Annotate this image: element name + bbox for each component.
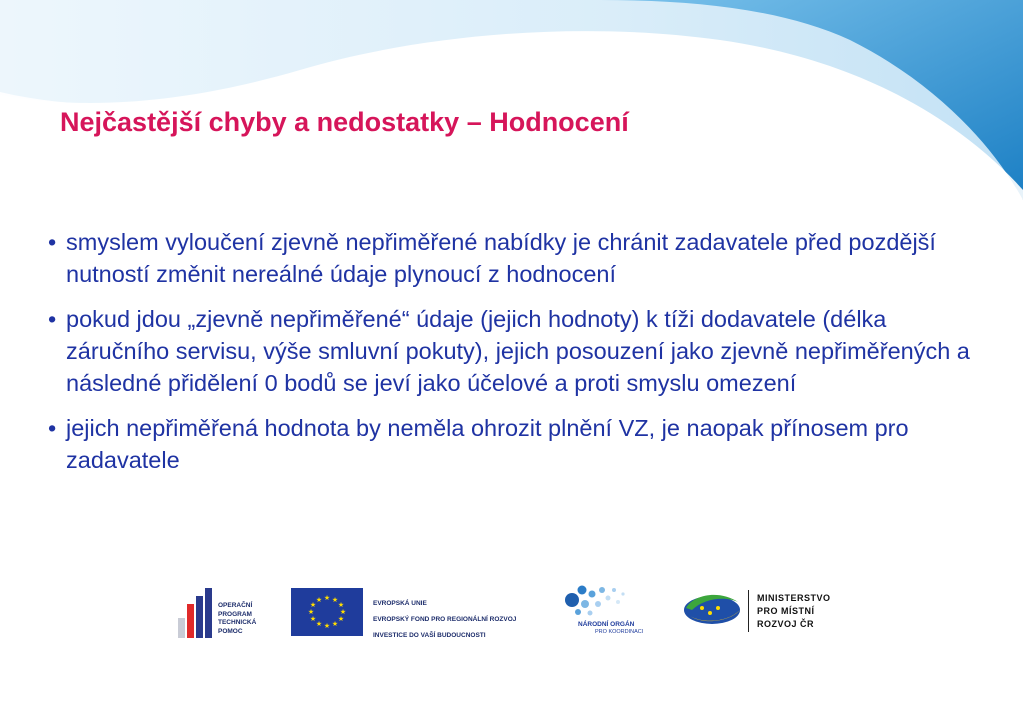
optp-bar-icon (178, 618, 185, 638)
bullet-item (46, 226, 986, 290)
svg-text:★: ★ (339, 608, 347, 616)
svg-text:★: ★ (315, 620, 323, 628)
optp-logo (178, 588, 278, 638)
narodni-organ-logo (560, 582, 650, 642)
svg-text:★: ★ (323, 594, 331, 602)
bullet-item (46, 412, 986, 476)
optp-bar-icon (205, 588, 212, 638)
optp-bar-icon (196, 596, 203, 638)
eu-flag-icon (291, 588, 363, 636)
eu-logo (291, 588, 546, 639)
svg-text:★: ★ (323, 622, 331, 630)
svg-text:★: ★ (309, 601, 317, 609)
svg-text:★: ★ (315, 596, 323, 604)
bullet-marker: • (48, 415, 57, 441)
svg-text:★: ★ (337, 601, 345, 609)
narodni-organ-name: NÁRODNÍ ORGÁN (578, 621, 635, 628)
mmr-divider (748, 590, 749, 632)
dots-logo-icon (560, 582, 650, 622)
bullet-marker: • (48, 229, 57, 255)
eu-text: EVROPSKÁ UNIE EVROPSKÝ FOND PRO REGIONÁLNÍ ROZVOJ INVESTICE DO VAŠÍ BUDOUCNOSTI (373, 600, 517, 639)
footer-logos (0, 582, 1023, 642)
slide-title: Nejčastější chyby a nedostatky – Hodnocení (60, 107, 629, 137)
optp-bar-icon (187, 604, 194, 638)
bullet-text: pokud jdou „zjevně nepřiměřené“ údaje (jejich hodnoty) k tíži dodavatele (délka záručního servisu, výše smluvní pokuty), jejich posouzení jako zjevně nepřiměřených a následné přidělení 0 bodů se jeví jako účelové a proti smyslu omezení (66, 306, 970, 396)
bullet-list (46, 226, 986, 489)
svg-text:★: ★ (331, 620, 339, 628)
mmr-logo (680, 586, 855, 636)
bullet-text: jejich nepřiměřená hodnota by neměla ohrozit plnění VZ, je naopak přínosem pro zadavatele (66, 415, 909, 473)
svg-text:★: ★ (307, 608, 315, 616)
svg-text:★: ★ (309, 615, 317, 623)
optp-text: OPERAČNÍ PROGRAM TECHNICKÁ POMOC (218, 602, 257, 635)
narodni-organ-sub: PRO KOORDINACI (595, 629, 644, 635)
bullet-item (46, 303, 986, 399)
bullet-marker: • (48, 306, 57, 332)
mmr-swirl-logo-icon (680, 586, 744, 630)
mmr-text: MINISTERSTVO PRO MÍSTNÍ ROZVOJ ČR (757, 593, 831, 629)
bullet-text: smyslem vyloučení zjevně nepřiměřené nabídky je chránit zadavatele před pozdější nutností změnit nereálné údaje plynoucí z hodnocení (66, 229, 936, 287)
svg-text:★: ★ (331, 596, 339, 604)
svg-text:★: ★ (337, 615, 345, 623)
